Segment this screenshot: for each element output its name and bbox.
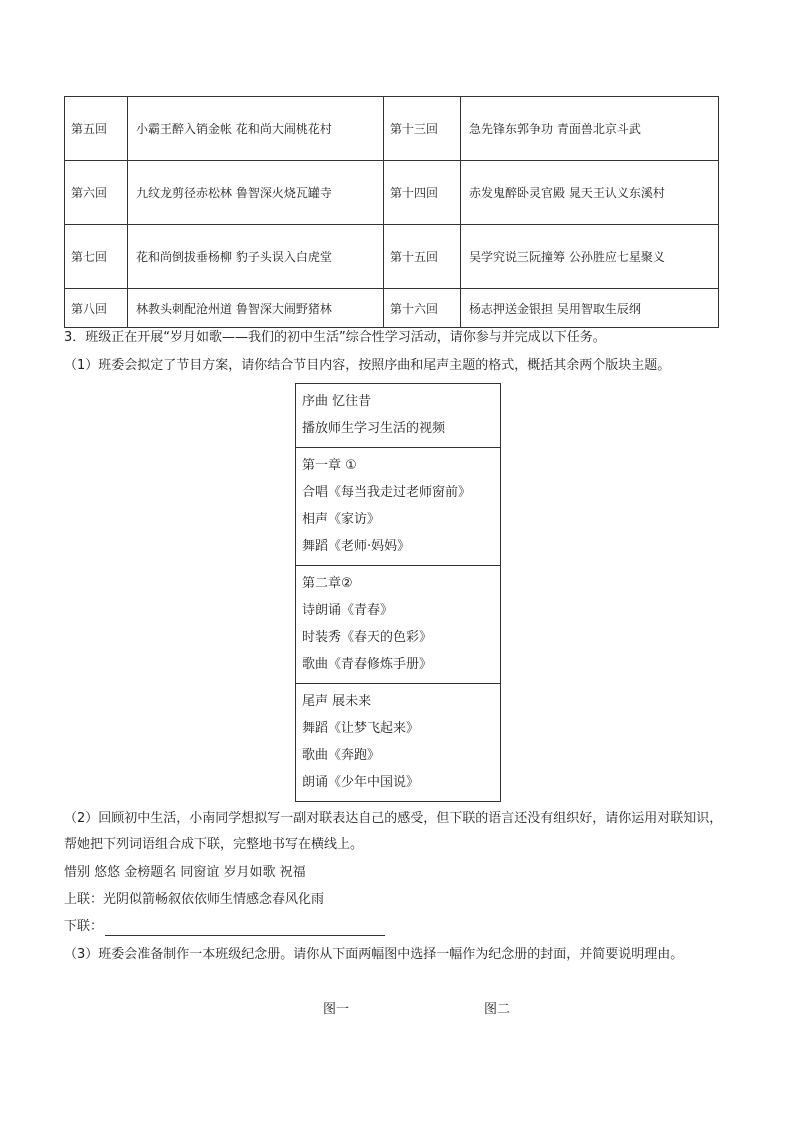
program-block-prelude — [296, 384, 500, 447]
program-block-epilogue — [296, 683, 500, 801]
chapter-number: 第十三回 — [384, 97, 461, 161]
table-row — [65, 225, 719, 289]
chapter-title: 小霸王醉入销金帐 花和尚大闹桃花村 — [128, 97, 384, 161]
program-item: 歌曲《青春修炼手册》 — [302, 657, 433, 672]
program-block-chapter2 — [296, 565, 500, 683]
question-intro: 3．班级正在开展“岁月如歌——我们的初中生活”综合性学习活动，请你参与并完成以下任务。 — [64, 330, 606, 345]
question-part2: （2）回顾初中生活，小南同学想拟写一副对联表达自己的感受，但下联的语言还没有组织好，请你运用对联知识，帮她把下列词语组合成下联，完整地书写在横线上。 — [64, 811, 723, 852]
figure-1-caption: 图一 — [323, 1002, 350, 1017]
program-item: 歌曲《奔跑》 — [302, 748, 381, 763]
program-box — [295, 383, 501, 802]
chapter-title: 杨志押送金银担 吴用智取生辰纲 — [461, 289, 719, 328]
chapter-title: 花和尚倒拔垂杨柳 豹子头误入白虎堂 — [128, 225, 384, 289]
chapter-number: 第七回 — [65, 225, 128, 289]
lower-couplet-label: 下联： — [64, 919, 104, 934]
chapter-number: 第十六回 — [384, 289, 461, 328]
block-title: 尾声 展未来 — [302, 694, 372, 709]
table-row — [65, 161, 719, 225]
chapter-title: 急先锋东郭争功 青面兽北京斗武 — [461, 97, 719, 161]
program-item: 播放师生学习生活的视频 — [302, 421, 446, 436]
answer-line[interactable] — [105, 921, 385, 936]
program-item: 诗朗诵《青春》 — [302, 603, 394, 618]
question-part1: （1）班委会拟定了节目方案，请你结合节目内容，按照序曲和尾声主题的格式，概括其余两个版块主题。 — [64, 358, 671, 373]
program-item: 时装秀《春天的色彩》 — [302, 630, 433, 645]
block-title: 序曲 忆往昔 — [302, 394, 372, 409]
table-row — [65, 97, 719, 161]
chapter-title: 九纹龙剪径赤松林 鲁智深火烧瓦罐寺 — [128, 161, 384, 225]
chapter-number: 第十四回 — [384, 161, 461, 225]
block-title: 第二章② — [302, 576, 353, 591]
lower-couplet — [64, 918, 385, 936]
chapter-number: 第八回 — [65, 289, 128, 328]
program-item: 相声《家访》 — [302, 512, 381, 527]
chapter-number: 第五回 — [65, 97, 128, 161]
chapter-table — [64, 96, 719, 328]
program-item: 朗诵《少年中国说》 — [302, 775, 420, 790]
program-item: 舞蹈《老师·妈妈》 — [302, 539, 411, 554]
chapter-title: 吴学究说三阮撞筹 公孙胜应七星聚义 — [461, 225, 719, 289]
table-row — [65, 289, 719, 328]
program-block-chapter1 — [296, 447, 500, 565]
chapter-number: 第六回 — [65, 161, 128, 225]
figure-2-caption: 图二 — [484, 1002, 511, 1017]
chapter-title: 赤发鬼醉卧灵官殿 晁天王认义东溪村 — [461, 161, 719, 225]
program-item: 舞蹈《让梦飞起来》 — [302, 721, 420, 736]
chapter-title: 林教头刺配沧州道 鲁智深大闹野猪林 — [128, 289, 384, 328]
program-item: 合唱《每当我走过老师窗前》 — [302, 485, 472, 500]
chapter-number: 第十五回 — [384, 225, 461, 289]
upper-couplet: 上联：光阴似箭畅叙依依师生情感念春风化雨 — [64, 892, 325, 907]
question-part3: （3）班委会准备制作一本班级纪念册。请你从下面两幅图中选择一幅作为纪念册的封面，并简要说明理由。 — [64, 947, 684, 962]
block-title: 第一章 ① — [302, 458, 357, 473]
word-list: 惜别 悠悠 金榜题名 同窗谊 岁月如歌 祝福 — [64, 865, 306, 880]
